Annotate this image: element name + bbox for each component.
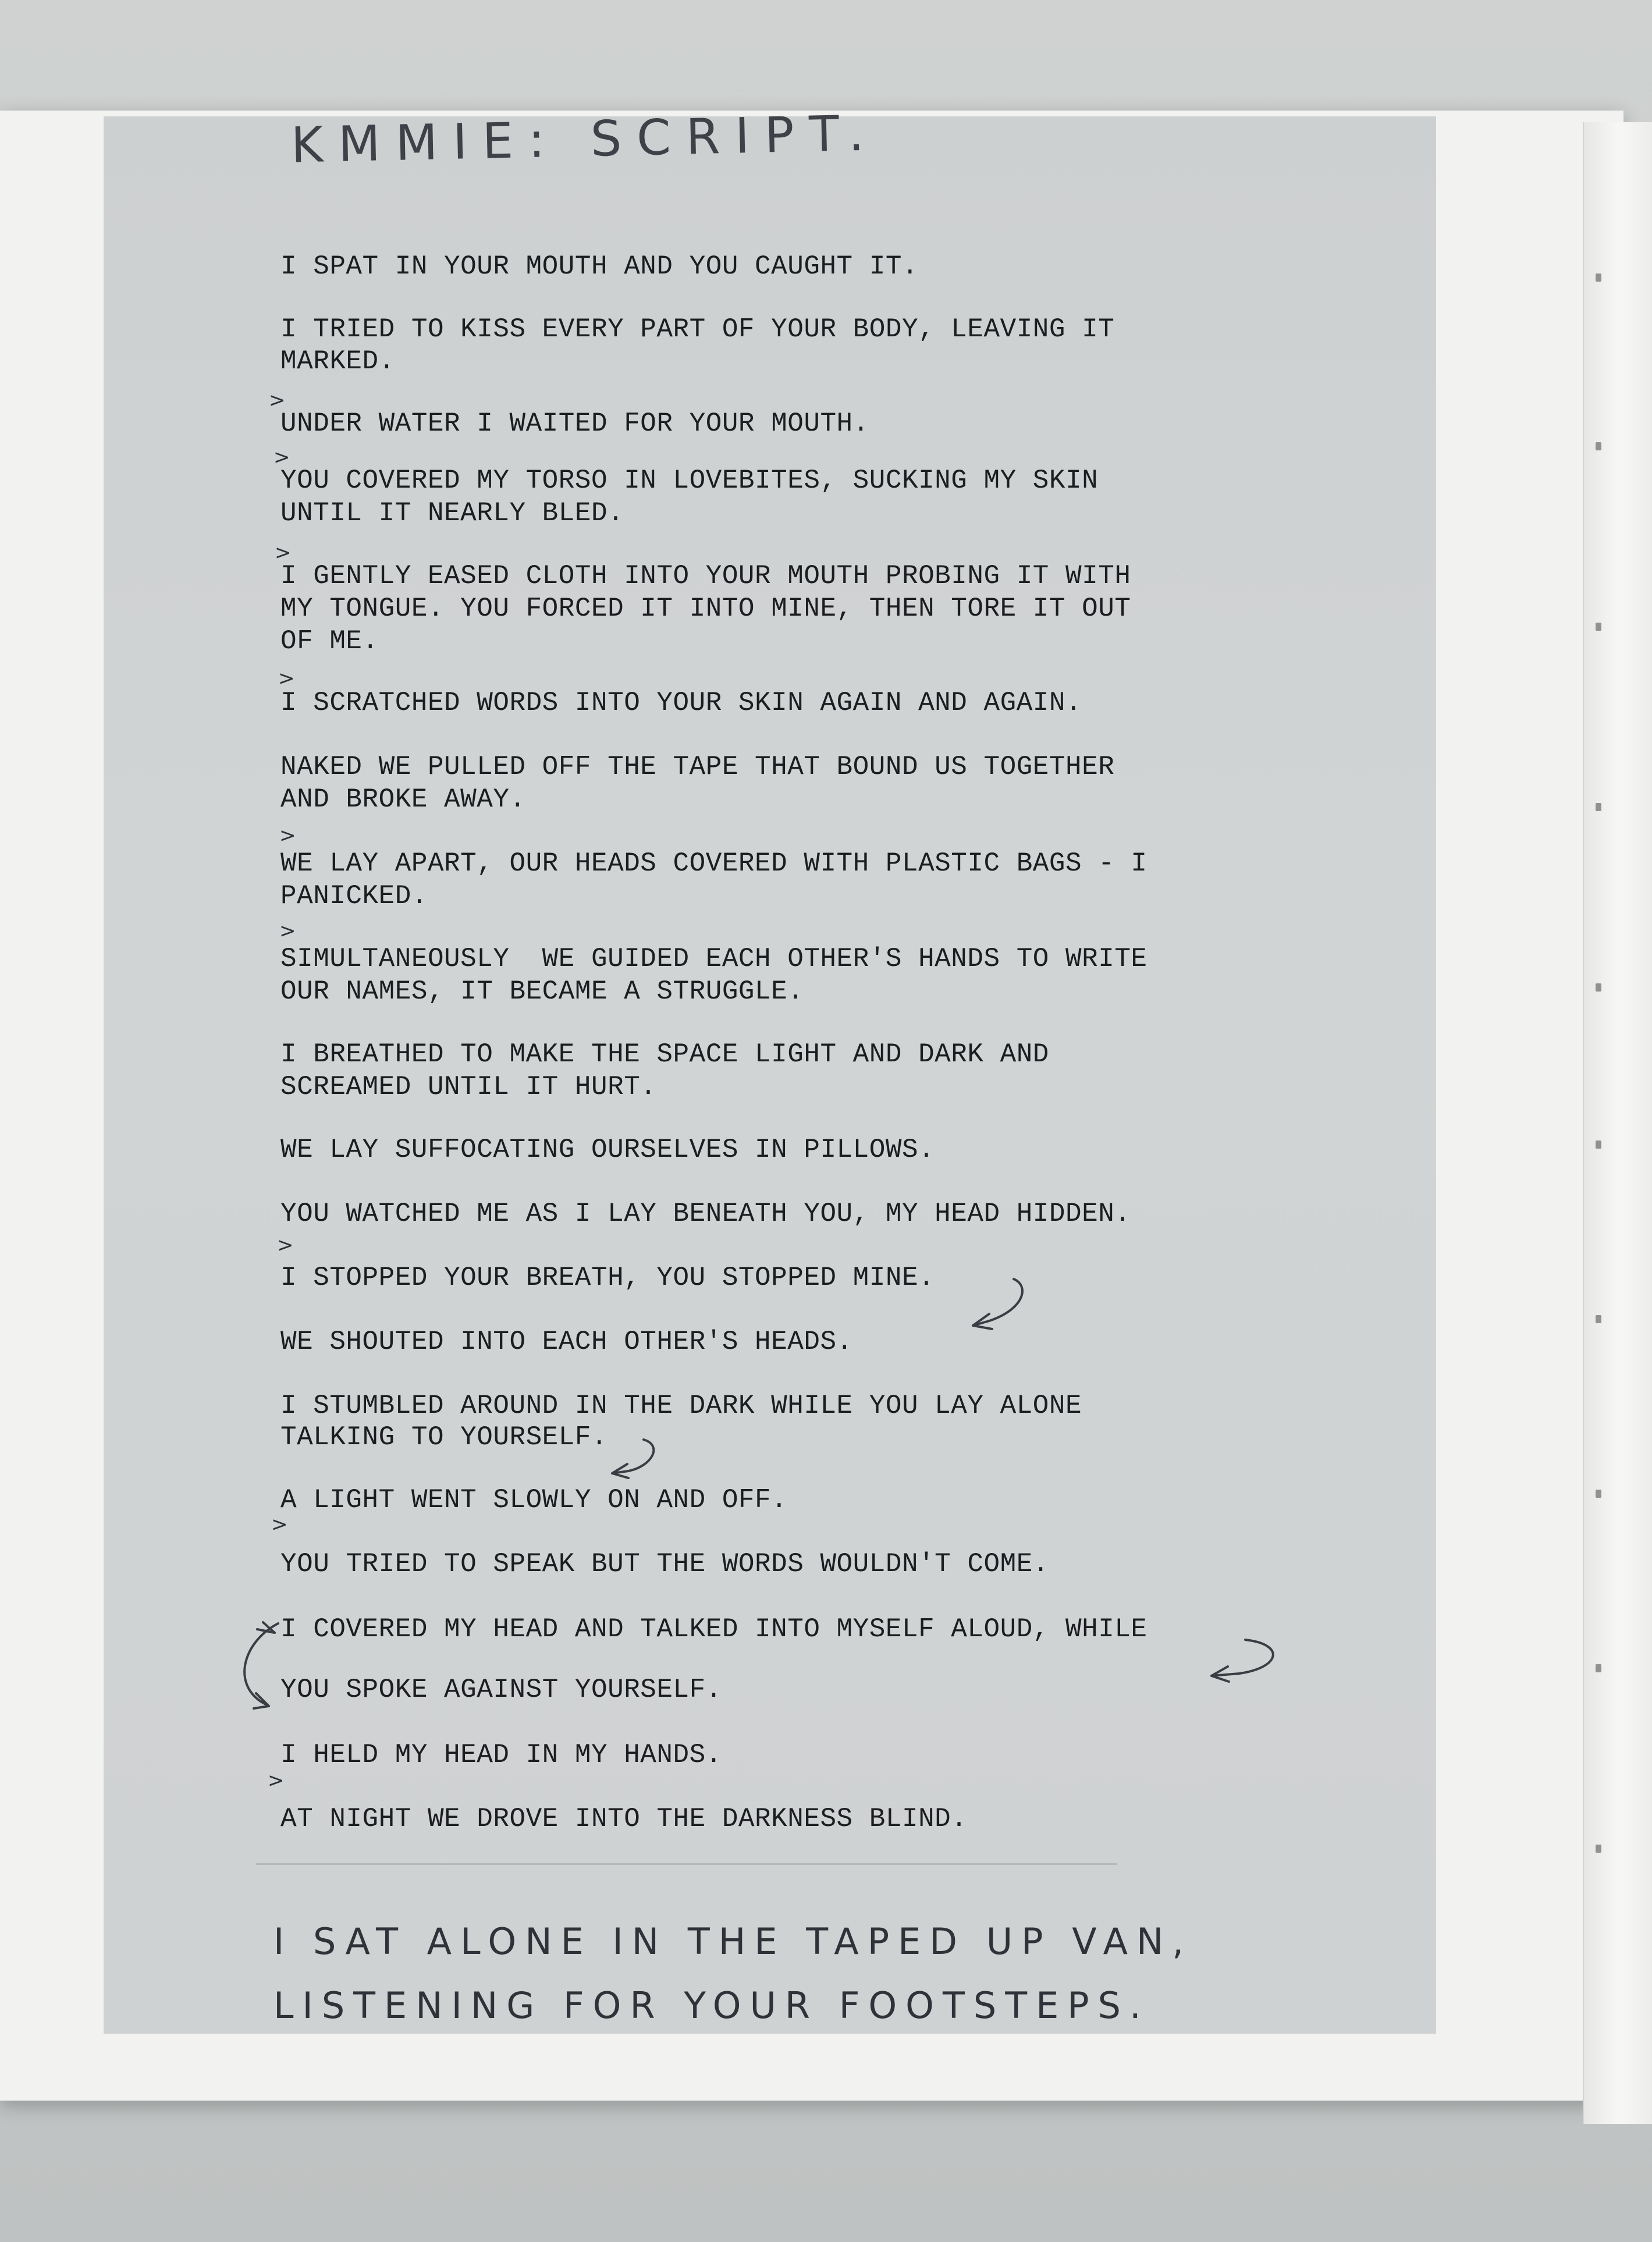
script-line: AND BROKE AWAY.: [280, 784, 526, 815]
script-line: I GENTLY EASED CLOTH INTO YOUR MOUTH PROBING IT WITH: [280, 561, 1131, 591]
script-line: SIMULTANEOUSLY WE GUIDED EACH OTHER'S HANDS TO WRITE: [280, 944, 1147, 974]
binding-stitch: [1596, 1315, 1601, 1323]
handwritten-note-line: I SAT ALONE IN THE TAPED UP VAN,: [273, 1920, 1193, 1963]
margin-marker: >: [279, 824, 296, 847]
script-line: PANICKED.: [280, 881, 428, 911]
binding-stitch: [1596, 803, 1601, 811]
binding-stitch: [1596, 1845, 1601, 1853]
binding-stitch: [1596, 442, 1601, 450]
script-line: WE SHOUTED INTO EACH OTHER'S HEADS.: [280, 1327, 853, 1357]
handwritten-note-line: LISTENING FOR YOUR FOOTSTEPS.: [273, 1984, 1150, 2027]
margin-marker: >: [277, 1234, 294, 1257]
binding-stitch: [1596, 623, 1601, 631]
script-line: AT NIGHT WE DROVE INTO THE DARKNESS BLIND.: [280, 1804, 968, 1834]
script-line: I BREATHED TO MAKE THE SPACE LIGHT AND DARK AND: [280, 1039, 1049, 1070]
margin-marker: >: [271, 1513, 288, 1536]
script-line: I TRIED TO KISS EVERY PART OF YOUR BODY, LEAVING IT: [280, 314, 1115, 344]
script-line: OF ME.: [280, 626, 379, 656]
script-line: SCREAMED UNTIL IT HURT.: [280, 1072, 657, 1102]
binding-stitch: [1596, 1490, 1601, 1498]
margin-marker: >: [273, 446, 290, 469]
script-line: I HELD MY HEAD IN MY HANDS.: [280, 1740, 722, 1770]
script-line: YOU WATCHED ME AS I LAY BENEATH YOU, MY HEAD HIDDEN.: [280, 1199, 1131, 1229]
script-line: I COVERED MY HEAD AND TALKED INTO MYSELF ALOUD, WHILE: [280, 1614, 1147, 1644]
margin-marker: >: [275, 541, 292, 564]
script-line: NAKED WE PULLED OFF THE TAPE THAT BOUND US TOGETHER: [280, 752, 1115, 782]
script-line: YOU TRIED TO SPEAK BUT THE WORDS WOULDN'T COME.: [280, 1549, 1049, 1579]
script-line: I STOPPED YOUR BREATH, YOU STOPPED MINE.: [280, 1263, 935, 1293]
script-line: I SPAT IN YOUR MOUTH AND YOU CAUGHT IT.: [280, 251, 919, 282]
script-line: WE LAY SUFFOCATING OURSELVES IN PILLOWS.: [280, 1135, 935, 1165]
script-line: TALKING TO YOURSELF.: [280, 1422, 608, 1452]
script-line: UNDER WATER I WAITED FOR YOUR MOUTH.: [280, 408, 869, 439]
binding-stitch: [1596, 983, 1601, 992]
script-line: YOU COVERED MY TORSO IN LOVEBITES, SUCKING MY SKIN: [280, 466, 1099, 496]
handwritten-title: KMMIE: SCRIPT.: [290, 104, 880, 174]
binding-stitch: [1596, 1140, 1601, 1149]
script-line: OUR NAMES, IT BECAME A STRUGGLE.: [280, 976, 804, 1007]
script-line: MY TONGUE. YOU FORCED IT INTO MINE, THEN TORE IT OUT: [280, 594, 1131, 624]
script-line: I STUMBLED AROUND IN THE DARK WHILE YOU LAY ALONE: [280, 1391, 1082, 1421]
margin-marker: >: [278, 667, 295, 690]
script-line: WE LAY APART, OUR HEADS COVERED WITH PLASTIC BAGS - I: [280, 848, 1147, 879]
right-page-edge: [1583, 122, 1652, 2124]
binding-stitch: [1596, 1664, 1601, 1672]
script-line: YOU SPOKE AGAINST YOURSELF.: [280, 1675, 722, 1705]
binding-stitch: [1596, 273, 1601, 282]
margin-marker: >: [269, 389, 286, 412]
margin-marker: >: [268, 1769, 285, 1792]
divider-rule: [256, 1863, 1117, 1865]
script-line: UNTIL IT NEARLY BLED.: [280, 498, 624, 528]
script-line: MARKED.: [280, 346, 395, 376]
margin-marker: >: [279, 919, 296, 943]
script-line: A LIGHT WENT SLOWLY ON AND OFF.: [280, 1485, 788, 1515]
script-line: I SCRATCHED WORDS INTO YOUR SKIN AGAIN AND AGAIN.: [280, 688, 1082, 718]
